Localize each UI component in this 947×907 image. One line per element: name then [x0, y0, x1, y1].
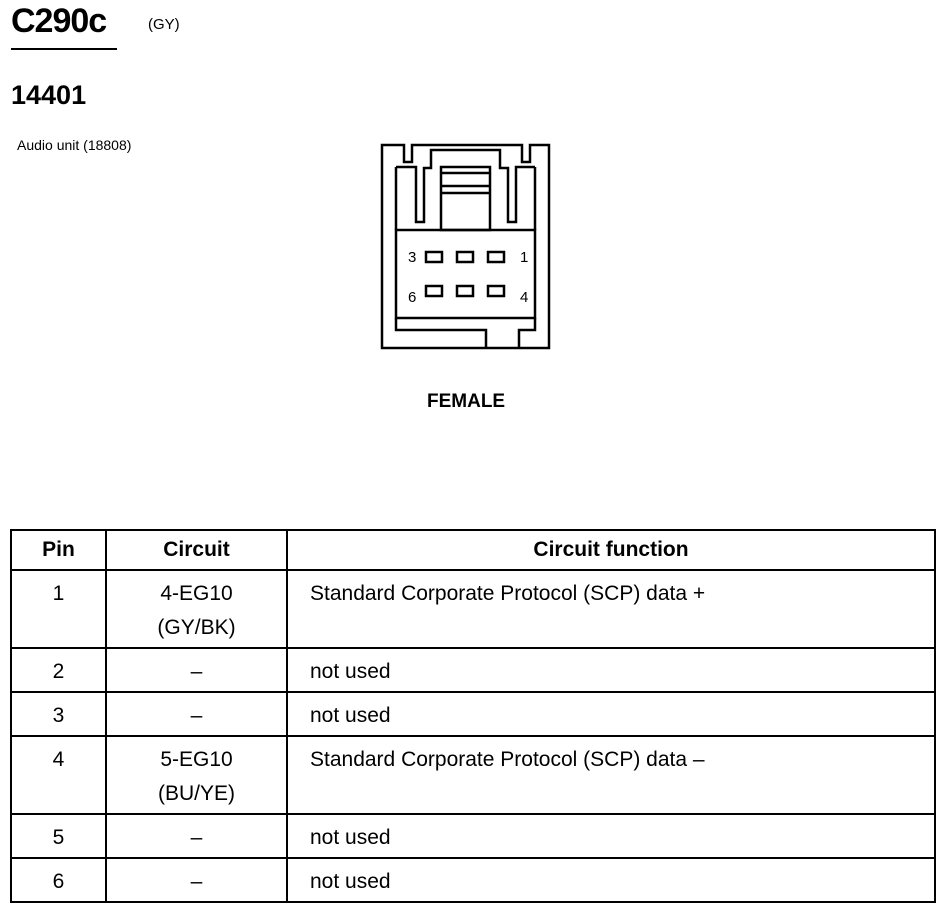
wire-color: (BU/YE) — [157, 782, 235, 805]
function-cell: Standard Corporate Protocol (SCP) data + — [287, 570, 935, 648]
connector-color: (GY) — [148, 16, 180, 33]
circuit-cell: – — [106, 648, 287, 692]
circuit-cell — [106, 570, 287, 648]
pin-cell: 1 — [11, 570, 106, 648]
table-row — [11, 814, 935, 858]
table-header-row — [11, 530, 935, 570]
wire-color: (GY/BK) — [157, 616, 236, 639]
function-cell: not used — [287, 814, 935, 858]
pin-cell: 5 — [11, 814, 106, 858]
connector-key — [396, 318, 535, 348]
pin-cavity-1 — [488, 252, 504, 262]
function-cell: not used — [287, 692, 935, 736]
function-cell: not used — [287, 648, 935, 692]
function-cell: not used — [287, 858, 935, 902]
pin-cavity-3 — [426, 252, 442, 262]
connector-pin-face — [396, 230, 535, 318]
circuit-id: 4-EG10 — [160, 582, 233, 605]
table-row — [11, 858, 935, 902]
pin-label: 1 — [520, 249, 529, 266]
pin-cavity-6 — [426, 286, 442, 296]
pin-label: 4 — [520, 289, 529, 306]
pin-label: 6 — [408, 289, 417, 306]
column-header-circuit: Circuit — [106, 530, 287, 570]
pin-cavity-4 — [488, 286, 504, 296]
pin-cavity-2 — [457, 252, 473, 262]
connector-id: C290c — [11, 2, 107, 40]
table-row — [11, 736, 935, 814]
connector-latch-window — [441, 167, 490, 230]
circuit-cell: – — [106, 858, 287, 902]
pin-cell: 6 — [11, 858, 106, 902]
pin-cell: 3 — [11, 692, 106, 736]
pin-cell: 4 — [11, 736, 106, 814]
pin-cell: 2 — [11, 648, 106, 692]
table-row — [11, 570, 935, 648]
circuit-id: 5-EG10 — [160, 748, 233, 771]
table-row — [11, 648, 935, 692]
column-header-pin: Pin — [11, 530, 106, 570]
circuit-cell — [106, 736, 287, 814]
component-name: Audio unit (18808) — [17, 137, 132, 153]
table-row — [11, 692, 935, 736]
pin-label: 3 — [408, 249, 417, 266]
circuit-cell: – — [106, 692, 287, 736]
connector-gender: FEMALE — [427, 391, 506, 412]
pin-cavity-5 — [457, 286, 473, 296]
part-number: 14401 — [11, 80, 87, 110]
connector-latch — [396, 150, 535, 230]
function-cell: Standard Corporate Protocol (SCP) data – — [287, 736, 935, 814]
circuit-cell: – — [106, 814, 287, 858]
pinout-table — [10, 529, 936, 903]
column-header-function: Circuit function — [287, 530, 935, 570]
